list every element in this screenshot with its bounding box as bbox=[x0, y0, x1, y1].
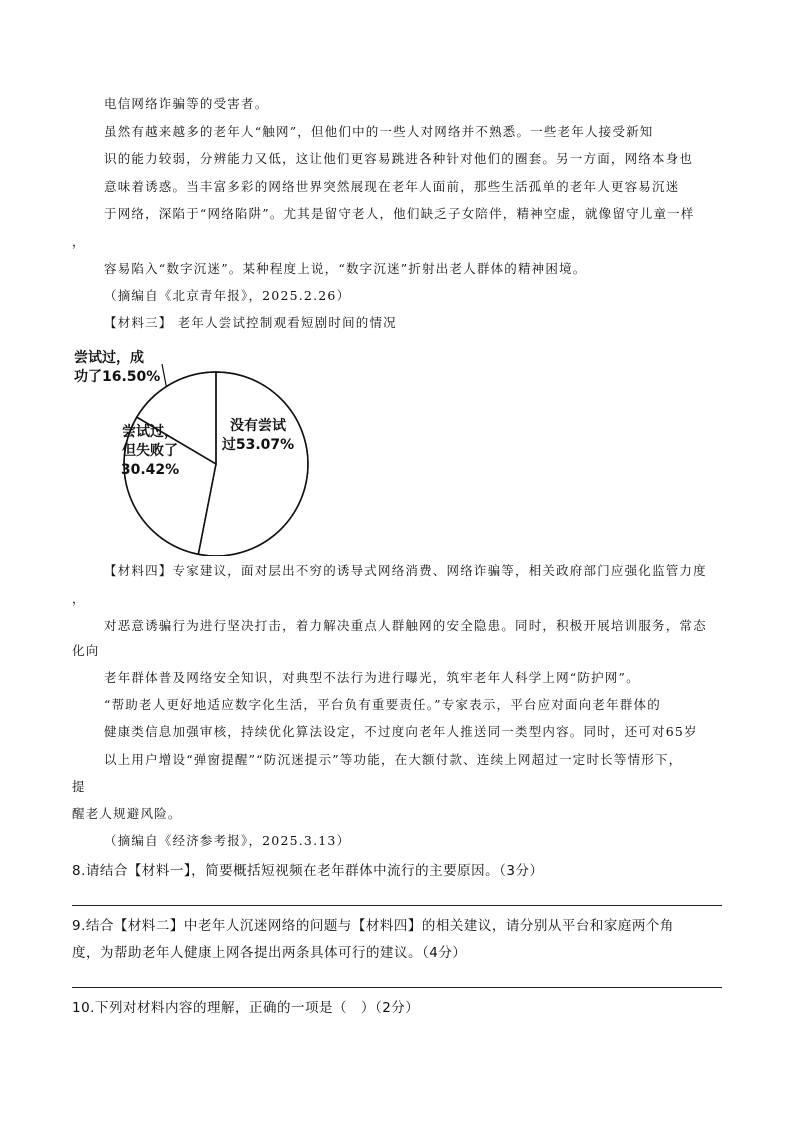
pie-chart bbox=[62, 336, 342, 556]
paragraph-line: 虽然有越来越多的老年人“触网”，但他们中的一些人对网络并不熟悉。一些老年人接受新知 bbox=[104, 124, 654, 139]
paragraph-line: 识的能力较弱，分辨能力又低，这让他们更容易跳进各种针对他们的圈套。另一方面，网络本身也 bbox=[104, 151, 694, 166]
paragraph-line: 于网络，深陷于“网络陷阱”。尤其是留守老人，他们缺乏子女陪伴，精神空虚，就像留守儿童一样 bbox=[104, 206, 695, 221]
source-citation: （摘编自《北京青年报》，2025.2.26） bbox=[104, 288, 351, 303]
material-3-heading: 【材料三】 老年人尝试控制观看短剧时间的情况 bbox=[104, 315, 397, 330]
pie-slice-label: 没有尝试 bbox=[230, 418, 286, 434]
paragraph-line: ， bbox=[72, 234, 86, 249]
material-4-line: 对恶意诱骗行为进行坚决打击，着力解决重点人群触网的安全隐患。同时，积极开展培训服务，常态 bbox=[104, 618, 707, 633]
answer-line[interactable] bbox=[72, 905, 722, 906]
pie-slice-label: 尝试过， bbox=[122, 424, 178, 440]
pie-slice-label: 尝试过，成 bbox=[74, 350, 144, 366]
question-9-continued: 度，为帮助老年人健康上网各提出两条具体可行的建议。（4分） bbox=[72, 945, 467, 961]
source-citation: （摘编自《经济参考报》，2025.3.13） bbox=[104, 833, 351, 848]
pie-slice-label: 30.42% bbox=[120, 462, 180, 478]
question-9: 9.结合【材料二】中老年人沉迷网络的问题与【材料四】的相关建议，请分别从平台和家庭两个角 bbox=[72, 918, 674, 934]
material-4-line: 健康类信息加强审核，持续优化算法设定，不过度向老年人推送同一类型内容。同时，还可对65岁 bbox=[104, 724, 698, 739]
answer-line[interactable] bbox=[72, 987, 722, 988]
pie-slice-label: 功了16.50% bbox=[74, 369, 161, 385]
material-4-line: 醒老人规避风险。 bbox=[72, 806, 182, 821]
paragraph-line: 电信网络诈骗等的受害者。 bbox=[104, 96, 269, 111]
material-4-line: 以上用户增设“弹窗提醒”“防沉迷提示”等功能，在大额付款、连续上网超过一定时长等情形下， bbox=[104, 752, 683, 767]
material-4-line: 化向 bbox=[72, 643, 100, 658]
pie-slice-label: 但失败了 bbox=[122, 443, 178, 459]
material-4-line: 老年群体普及网络安全知识，对典型不法行为进行曝光，筑牢老年人科学上网“防护网”。 bbox=[104, 670, 640, 685]
material-4-line: 提 bbox=[72, 779, 86, 794]
pie-slice-label: 过53.07% bbox=[221, 437, 295, 453]
material-4-line: “帮助老人更好地适应数字化生活，平台负有重要责任。”专家表示，平台应对面向老年群体的 bbox=[104, 697, 661, 712]
question-10: 10.下列对材料内容的理解，正确的一项是（ ）（2分） bbox=[72, 1000, 420, 1016]
question-8: 8.请结合【材料一】，简要概括短视频在老年群体中流行的主要原因。（3分） bbox=[72, 863, 544, 879]
paragraph-line: 容易陷入“数字沉迷”。某种程度上说，“数字沉迷”折射出老人群体的精神困境。 bbox=[104, 261, 587, 276]
pie-leader-line bbox=[162, 364, 166, 387]
paragraph-line: 意味着诱惑。当丰富多彩的网络世界突然展现在老年人面前，那些生活孤单的老年人更容易沉迷 bbox=[104, 179, 680, 194]
material-4-line: 【材料四】专家建议，面对层出不穷的诱导式网络消费、网络诈骗等，相关政府部门应强化监管力度 bbox=[104, 563, 707, 578]
material-4-line: ， bbox=[72, 591, 86, 606]
